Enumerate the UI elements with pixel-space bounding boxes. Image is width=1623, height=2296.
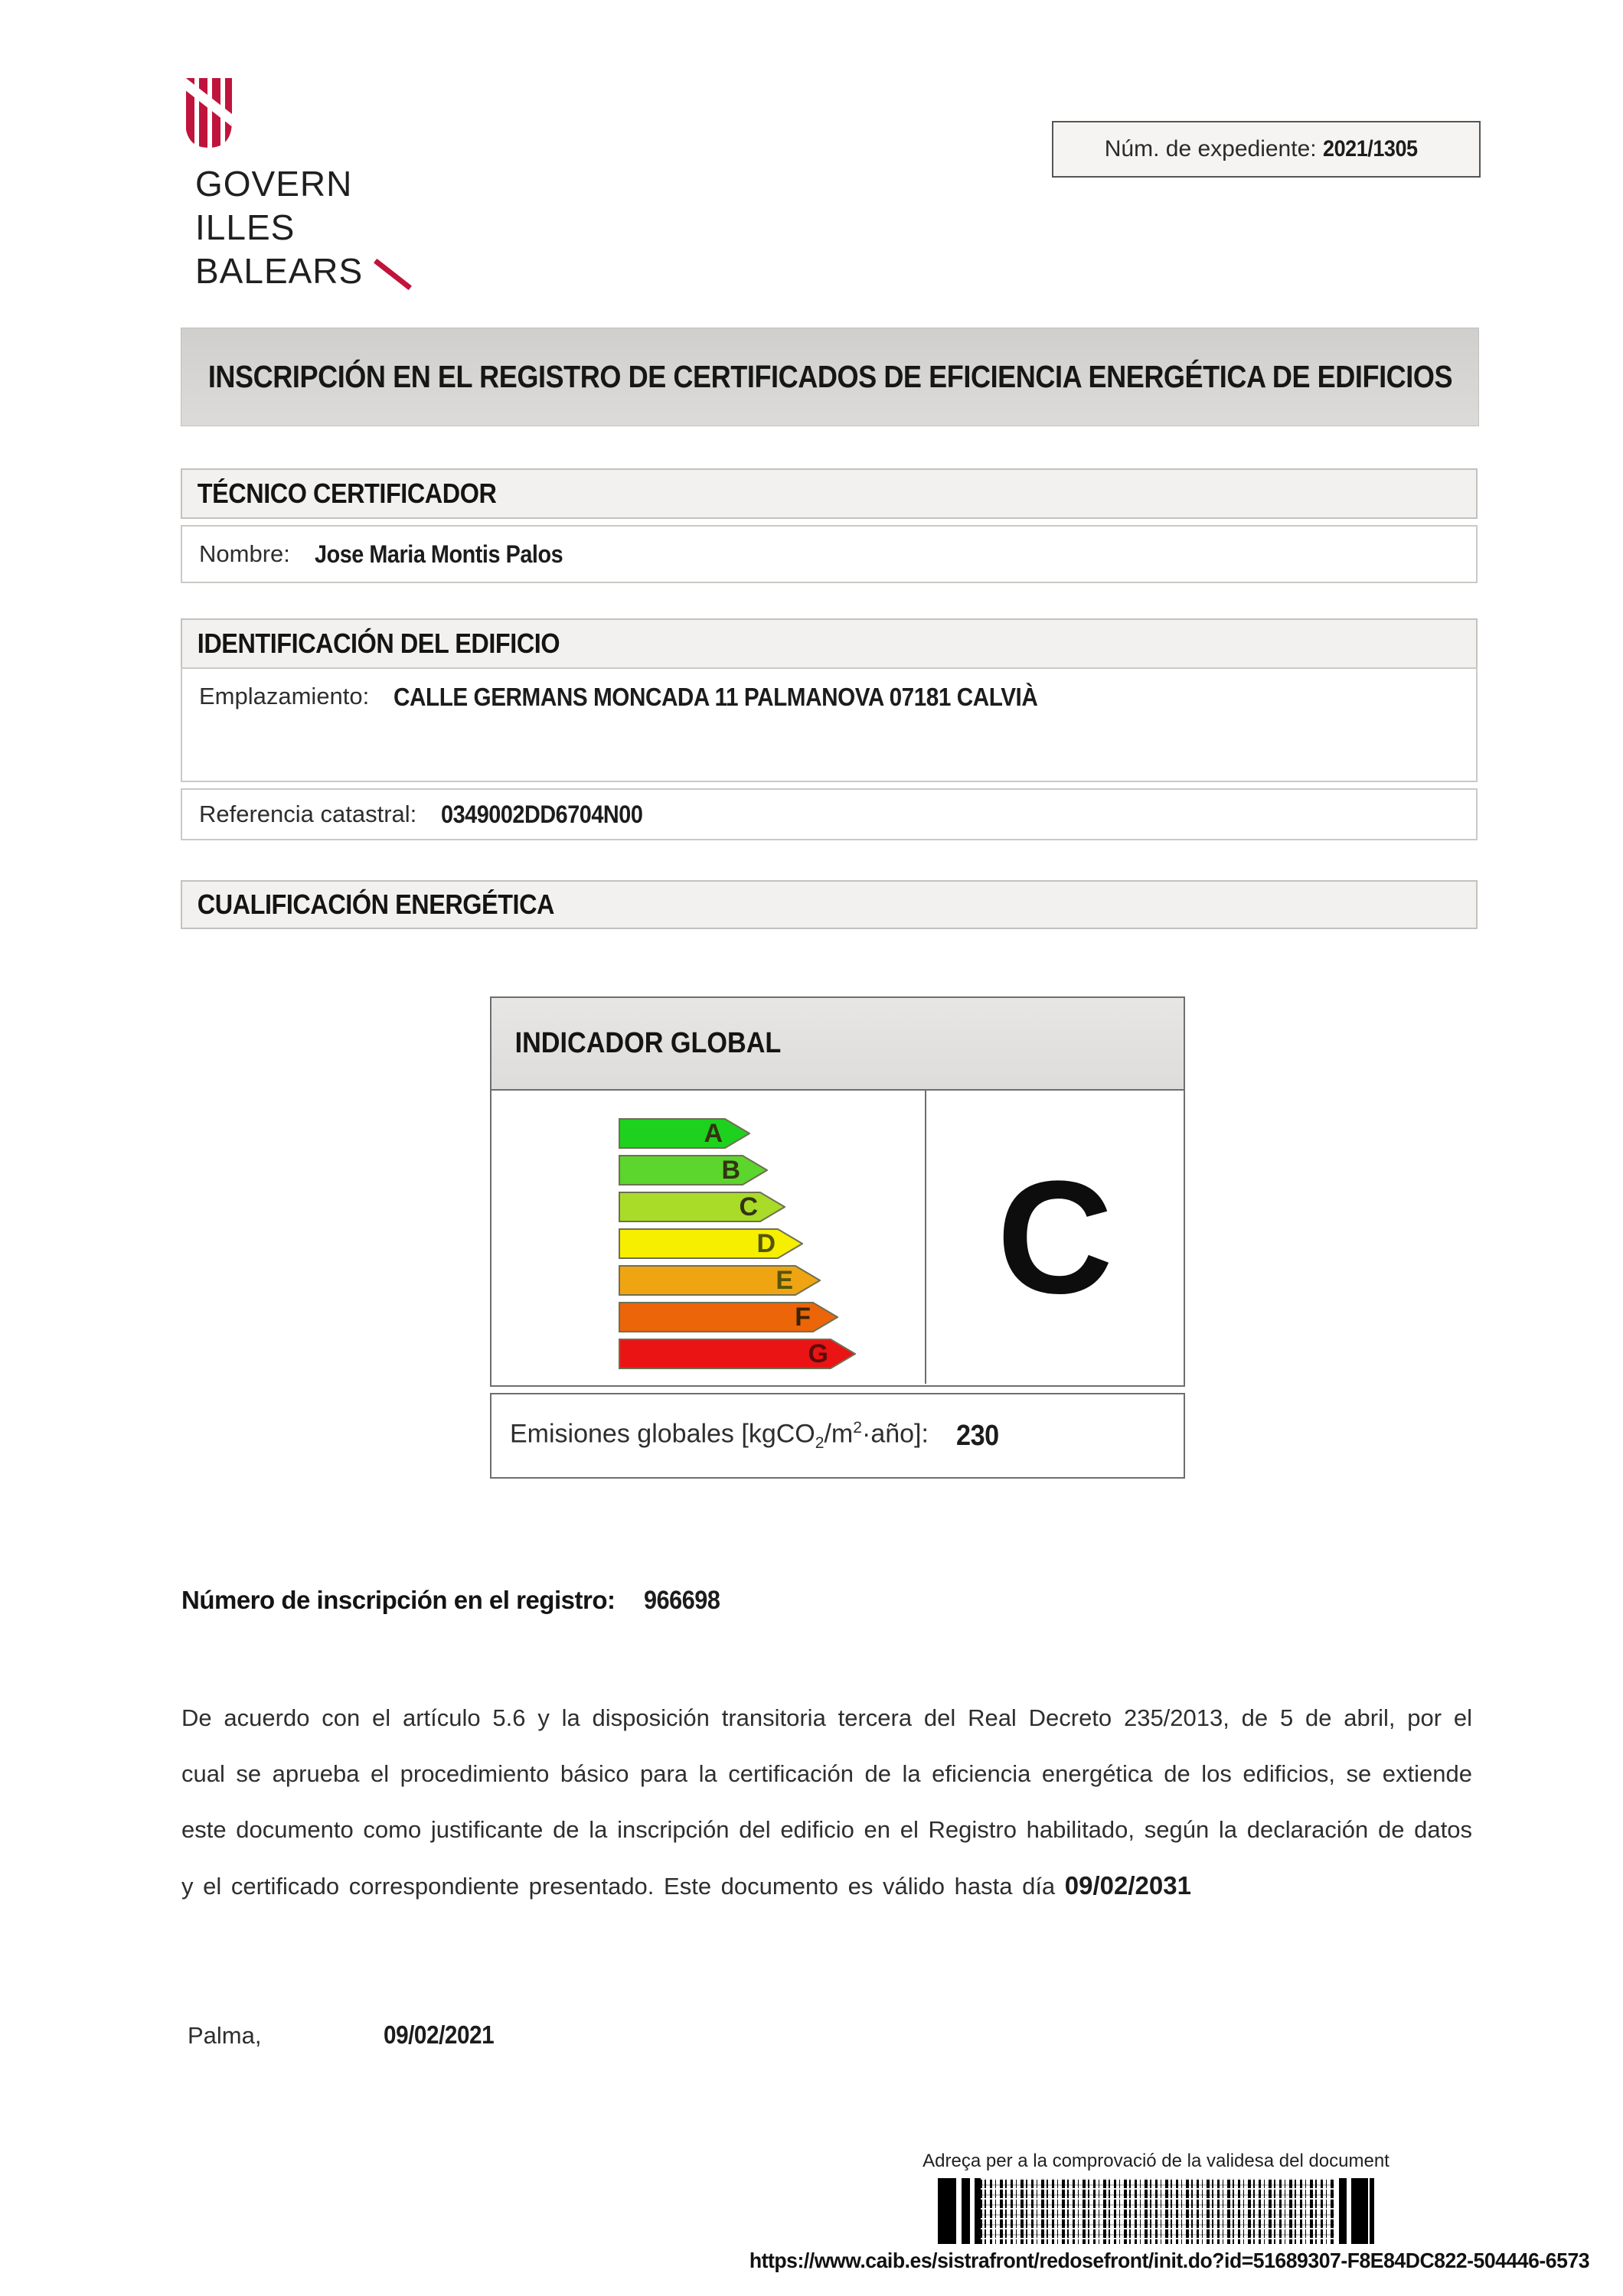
emplazamiento-value: CALLE GERMANS MONCADA 11 PALMANOVA 07181 CALVIÀ [394,683,1038,711]
section-header-text: TÉCNICO CERTIFICADOR [197,478,497,509]
signature-place: Palma, [188,2022,262,2049]
energy-arrow-f [619,1302,838,1332]
signature-line [188,2020,507,2050]
svg-text:F: F [795,1303,811,1332]
svg-text:D: D [756,1229,776,1258]
barcode-image [938,2178,1374,2244]
nombre-value: Jose Maria Montis Palos [314,540,563,568]
document-title: INSCRIPCIÓN EN EL REGISTRO DE CERTIFICADOS DE EFICIENCIA ENERGÉTICA DE EDIFICIOS [207,359,1452,394]
legal-paragraph: De acuerdo con el artículo 5.6 y la disposición transitoria tercera del Real Decreto 235/2013, de 5 de abril, por el cual se aprueba el procedimiento básico para la certificación de la eficiencia energética de los edificios, se extiende este documento como justificante de la inscripción del edificio en el Registro habilitado, según la declaración de datos y el certificado correspondiente presentado. Este documento es válido hasta día 09/02/2031 [181,1690,1472,1914]
svg-text:B: B [721,1156,740,1185]
referencia-catastral-row [181,788,1478,840]
rating-column [926,1091,1184,1384]
logo-slash-icon [374,259,412,290]
valid-until-date: 09/02/2031 [1064,1871,1191,1900]
referencia-catastral-label: Referencia catastral: [199,801,417,827]
energy-arrow-e [619,1265,821,1296]
expediente-value: 2021/1305 [1322,136,1418,161]
emplazamiento-label: Emplazamiento: [199,683,370,709]
emisiones-globales-row [490,1393,1185,1479]
energy-rating-chart [491,1091,1184,1384]
nombre-label: Nombre: [199,540,290,567]
energy-arrow-d [619,1228,803,1259]
energy-scale [491,1091,926,1384]
wordmark-line: GOVERN [195,164,353,204]
nombre-row [181,525,1478,583]
wordmark-line: ILLES [195,207,296,247]
expediente-box [1052,121,1481,178]
section-tecnico-certificador [181,468,1478,519]
energy-arrow-g [619,1339,856,1369]
indicador-global-header [491,998,1184,1091]
govern-wordmark [195,162,407,293]
verification-label: Adreça per a la comprovació de la validesa del document [923,2151,1390,2171]
registry-number-label: Número de inscripción en el registro: [181,1586,616,1614]
registry-number-value: 966698 [644,1586,720,1615]
emplazamiento-row [181,667,1478,782]
indicador-global-title: INDICADOR GLOBAL [514,1027,782,1059]
verification-url[interactable]: https://www.caib.es/sistrafront/redosefront/init.do?id=51689307-F8E84DC822-504446-6573 [749,2249,1590,2272]
govern-shield-icon [184,77,233,153]
svg-text:E: E [776,1266,793,1295]
svg-text:A: A [704,1119,723,1148]
indicador-global-box [490,996,1185,1387]
wordmark-line: BALEARS [195,249,407,293]
emisiones-label: Emisiones globales $[kgCO_2/m^2\cdot año]$: [510,1418,929,1453]
registry-number-line [181,1586,729,1616]
section-header-text: CUALIFICACIÓN ENERGÉTICA [197,889,554,920]
referencia-catastral-value: 0349002DD6704N00 [441,800,643,828]
energy-arrow-c [619,1192,785,1222]
energy-arrow-a [619,1118,750,1149]
emisiones-value: 230 [955,1419,999,1452]
signature-date: 09/02/2021 [384,2020,495,2049]
expediente-label: Núm. de expediente: [1104,136,1317,161]
section-header-text: IDENTIFICACIÓN DEL EDIFICIO [197,628,560,659]
verification-block [727,2151,1590,2273]
svg-text:C: C [739,1192,758,1221]
section-cualificacion-energetica [181,880,1478,929]
energy-arrow-b [619,1155,768,1186]
global-rating-letter: C [997,1146,1113,1327]
document-title-bar [181,328,1479,426]
svg-text:G: G [808,1339,828,1368]
section-identificacion-edificio [181,618,1478,669]
